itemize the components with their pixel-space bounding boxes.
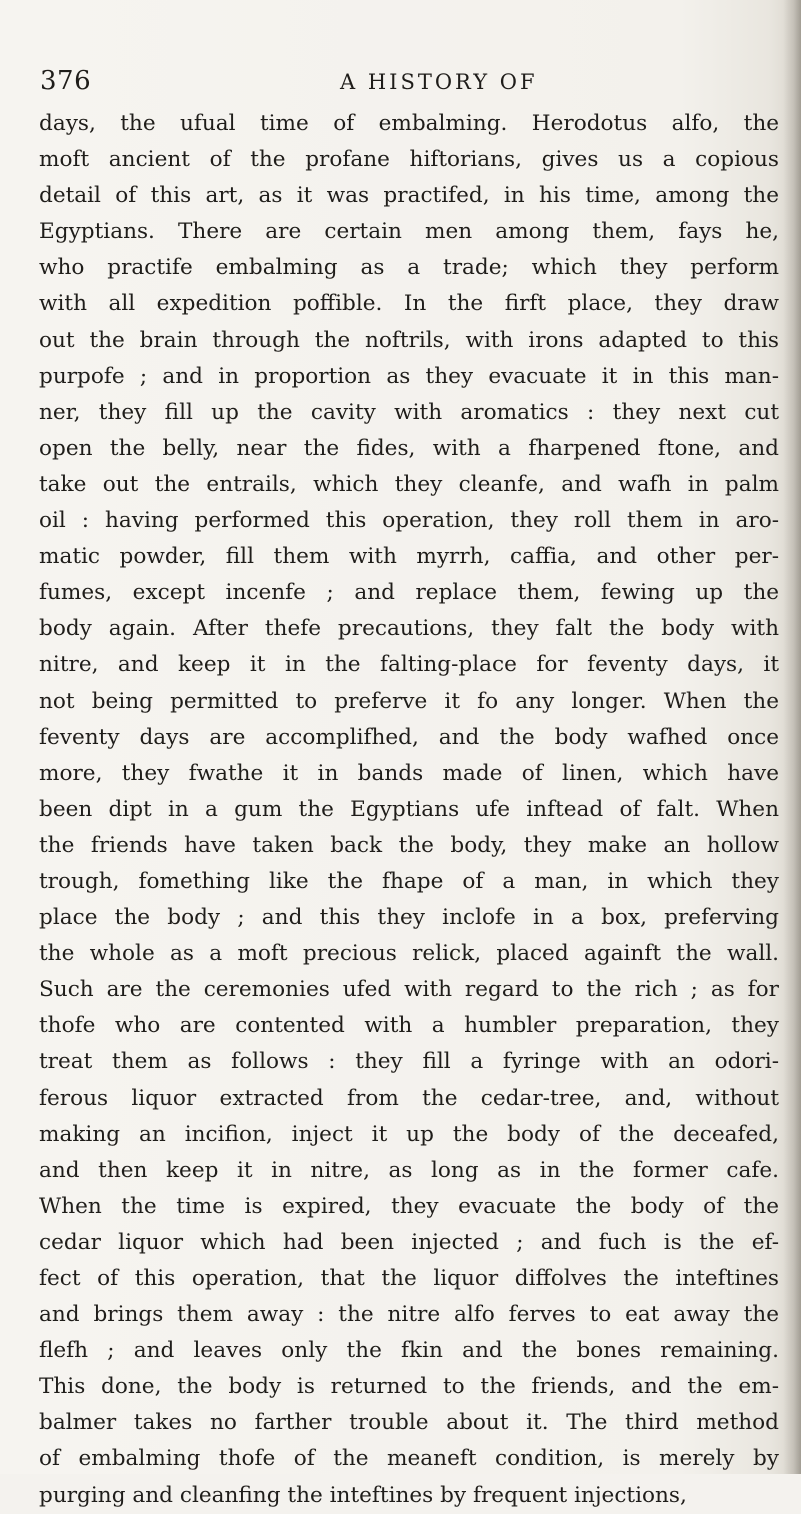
text-line: fumes, except incenfe ; and replace them, fewing up the: [39, 580, 779, 606]
text-line: out the brain through the noftrils, with irons adapted to this: [39, 327, 779, 353]
text-line: This done, the body is returned to the friends, and the em-: [39, 1374, 779, 1400]
text-line: purging and cleanfing the inteftines by frequent injections,: [39, 1482, 687, 1508]
text-line: trough, fomething like the fhape of a man, in which they: [39, 868, 779, 894]
text-line: thofe who are contented with a humbler preparation, they: [39, 1013, 779, 1039]
text-line: oil : having performed this operation, they roll them in aro-: [39, 508, 779, 534]
text-line: When the time is expired, they evacuate the body of the: [39, 1193, 779, 1219]
text-line: and brings them away : the nitre alfo ferves to eat away the: [39, 1302, 779, 1328]
text-line: matic powder, fill them with myrrh, caffia, and other per-: [39, 544, 779, 570]
text-line: with all expedition poffible. In the firft place, they draw: [39, 291, 779, 317]
running-title: A HISTORY OF: [340, 70, 538, 94]
text-line: treat them as follows : they fill a fyringe with an odori-: [39, 1049, 779, 1075]
page-number: 376: [40, 66, 92, 96]
running-head: [40, 66, 720, 102]
text-line: Such are the ceremonies ufed with regard to the rich ; as for: [39, 977, 779, 1003]
text-line: Egyptians. There are certain men among them, fays he,: [39, 219, 779, 245]
text-line: been dipt in a gum the Egyptians ufe inftead of falt. When: [39, 796, 779, 822]
text-line: detail of this art, as it was practifed, in his time, among the: [39, 183, 779, 209]
text-line: ner, they fill up the cavity with aromatics : they next cut: [39, 399, 779, 425]
text-line: nitre, and keep it in the falting-place for feventy days, it: [39, 652, 779, 678]
text-line: open the belly, near the fides, with a fharpened ftone, and: [39, 435, 779, 461]
text-line: and then keep it in nitre, as long as in the former cafe.: [39, 1157, 779, 1183]
text-line: purpofe ; and in proportion as they evacuate it in this man-: [39, 363, 779, 389]
text-line: place the body ; and this they inclofe in a box, preferving: [39, 905, 779, 931]
text-line: more, they fwathe it in bands made of linen, which have: [39, 760, 779, 786]
text-line: the friends have taken back the body, they make an hollow: [39, 832, 779, 858]
text-line: ferous liquor extracted from the cedar-tree, and, without: [39, 1085, 779, 1111]
text-line: feventy days are accomplifhed, and the body wafhed once: [39, 724, 779, 750]
text-line: balmer takes no farther trouble about it. The third method: [39, 1410, 779, 1436]
text-line: days, the ufual time of embalming. Herodotus alfo, the: [39, 111, 779, 136]
page-edge-shadow: [783, 0, 801, 1474]
text-line: moft ancient of the profane hiftorians, gives us a copious: [39, 147, 779, 173]
text-line: cedar liquor which had been injected ; and fuch is the ef-: [39, 1229, 779, 1255]
body-text: [39, 106, 779, 1514]
text-line: not being permitted to preferve it fo any longer. When the: [39, 688, 779, 714]
text-line: who practife embalming as a trade; which they perform: [39, 255, 779, 281]
text-line: of embalming thofe of the meaneft condition, is merely by: [39, 1446, 779, 1472]
text-line: body again. After thefe precautions, they falt the body with: [39, 616, 779, 642]
text-line: flefh ; and leaves only the fkin and the bones remaining.: [39, 1338, 779, 1364]
text-line: fect of this operation, that the liquor diffolves the inteftines: [39, 1266, 779, 1291]
text-line: the whole as a moft precious relick, placed againft the wall.: [39, 941, 779, 967]
text-line: making an incifion, inject it up the body of the deceafed,: [39, 1121, 779, 1147]
text-line: take out the entrails, which they cleanfe, and wafh in palm: [39, 471, 779, 497]
